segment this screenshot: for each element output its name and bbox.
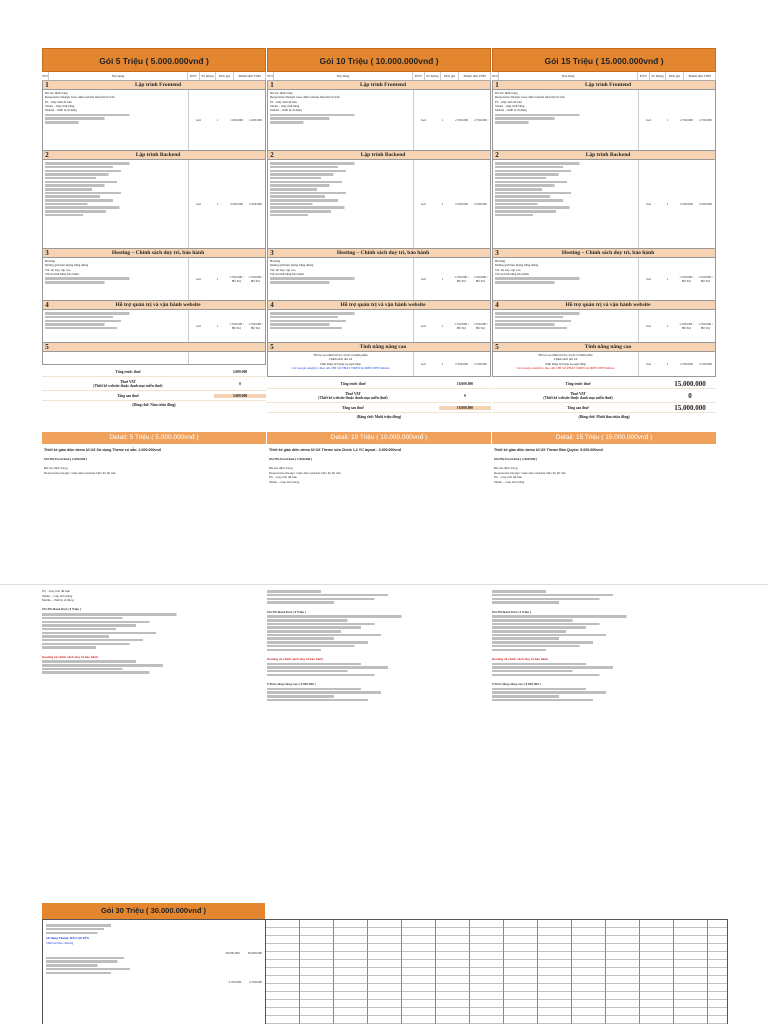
section-support: 4 Hỗ trợ quản trị và vận hành website Gói 1 1.700.000 / Hỗ Trợ 1.700.000 / Hỗ Trợ [42, 301, 266, 343]
package-15m: Gói 15 Triệu ( 15.000.000vnđ ) STT Nội dung ĐVT Số lượng Đơn giá Thành tiền VNĐ 1 Lập trình Frontend Đã xác định trang Responsive Design: Giao diện website hiển thị tốt trên PC , máy tính để bàn Tablet – máy tính bảng Mobile – thiết bị di động Gói 1 2.700.000 2.700.000 2 Lập trình Backend Gói 1 2.500.000 2.500.000 3 Hosting – Chính sách duy trì, bảo hành Hosting Không giới hạn lượng băng thông Tốc độ truy cập cao. Tối ưu tính năng bảo hành Gói 1 1.700.000 / Hỗ Trợ 1.700.000 / Hỗ Trợ 4 Hỗ trợ quản trị và vận hành website Gói 1 1.700.000 / Hỗ Trợ 1.700.000 / Hỗ Trợ 5 Tính năng nâng cao Hỗ trợ tạo nhiệt tối đa cư tới cá nhân phân Chính sách đổi trả Tính năng tích hợp Google Map Cài Google Analytics theo dõi CHỈ SỐ PHÁT TRIỂN & MIỄN PHÍ Website Gói 1 2.700.000 2.700.000 Tổng trước thuế 15.000.000 Thuế VAT (Thiết kế website thuộc danh mục miễn thuế) 0 Tổng sau thuế 15.000.000 (Bằng chữ: Mười lăm triệu đồng) [492, 48, 716, 421]
section-frontend: 1 Lập trình Frontend Đã xác định trang Responsive Design: Giao diện website hiển thị tốt trên PC , máy tính để bàn Tablet – máy tính bảng Mobile – thiết bị di động Gói 1 1.000.000 1.000.000 [42, 81, 266, 151]
summary: Tổng trước thuế 5.000.000 Thuế VAT (Thiết kế website thuộc danh mục miễn thuế) 0 Tổng sau thuế 5.000.000 (Bằng chữ: Năm triệu đồng) [42, 367, 266, 409]
section-backend: 2 Lập trình Backend Gói 1 2.500.000 2.500.000 [42, 151, 266, 249]
continuation-col-3: Chi Phí Back End ( 3 Triệu ) Hosting và chính sách duy trì bảo hành 5.Tính năng nâng cao ( 2.500.000 ) [492, 589, 716, 702]
quote-page-2 [0, 584, 768, 1024]
detail-10m: Detail: 10 Triệu ( 10.000.000vnđ ) Thiết kế giao diện demo UI UX Theme sửa Chính 1,2 YC layout : 3.000.000vnđ Chi Phí Front End ( 1.000.000 ) Đã xác định trang Responsive Design: Giao diện website hiển thị tốt trên PC , máy tính để bàn Tablet – máy tính bảng [267, 432, 491, 486]
package-title: Gói 5 Triệu ( 5.000.000vnđ ) [42, 48, 266, 72]
package-10m: Gói 10 Triệu ( 10.000.000vnđ ) STT Nội dung ĐVT Số lượng Đơn giá Thành tiền VNĐ 1 Lập trình Frontend Đã xác định trang Responsive Design: Giao diện website hiển thị tốt trên PC , máy tính để bàn Tablet – máy tính bảng Mobile – thiết bị di động Gói 1 2.700.000 2.700.000 2 Lập trình Backend Gói 1 2.500.000 2.500.000 3 Hosting – Chính sách duy trì, bảo hành Hosting Không giới hạn lượng băng thông Tốc độ truy cập cao. Tối ưu tính năng bảo hành Gói 1 1.700.000 / Hỗ Trợ 1.700.000 / Hỗ Trợ 4 Hỗ trợ quản trị và vận hành website Gói 1 1.700.000 / Hỗ Trợ 1.700.000 / Hỗ Trợ 5 Tính năng nâng cao Hỗ trợ tạo nhiệt tối đa cư tới cá nhân phân Chính sách đổi trả Tính năng tích hợp Google Map Cài Google Analytics theo dõi CHỈ SỐ PHÁT TRIỂN & MIỄN PHÍ Website Gói 1 2.700.000 2.700.000 Tổng trước thuế 10.000.000 Thuế VAT (Thiết kế website thuộc danh mục miễn thuế) 0 Tổng sau thuế 10.000.000 (Bằng chữ: Mười triệu đồng) [267, 48, 491, 421]
continuation-col-1: PC , máy tính để bàn Tablet – máy tính bảng Mobile – thiết bị di động Chi Phí Back End ( 3 Triệu ) Hosting và chính sách duy trì bảo hành [42, 589, 266, 675]
section-advanced: 5 [42, 343, 266, 365]
package-5m [42, 48, 266, 409]
section-hosting: 3 Hosting – Chính sách duy trì, bảo hành Hosting Không giới hạn lượng băng thông Tốc độ truy cập cao. Tối ưu tính năng bảo hành Gói 1 1.700.000 / Hỗ Trợ 1.700.000 / Hỗ Trợ [42, 249, 266, 301]
detail-15m: Detail: 15 Triệu ( 15.000.000vnđ ) Thiết kế giao diện demo UI UX Theme Bản Quyền: 5.000.000vnđ Chi Phí Front End ( 1.000.000 ) Đã xác định trang Responsive Design: Giao diện website hiển thị tốt trên PC , máy tính để bàn Tablet – máy tính bảng [492, 432, 716, 486]
package-30m: Gói 30 Triệu ( 30.000.000vnđ ) Sử Dụng Theme: BẢN QUYỀN Thiết kế theo chương 30.000.000 30.000.000 2.700.000 2.700.000 [42, 903, 728, 1024]
continuation-col-2: Chi Phí Back End ( 3 Triệu ) Hosting và chính sách duy trì bảo hành 5.Tính năng nâng cao ( 2.500.000 ) [267, 589, 491, 702]
table-header: STT Nội dung ĐVT Số lượng Đơn giá Thành tiền VNĐ [42, 72, 266, 81]
detail-5m: Detail: 5 Triệu ( 5.000.000vnđ ) Thiết kế giao diện demo UI UX Sử dụng Theme có sẵn: 2.000.000vnđ Chi Phí Front End ( 1.000.000 ) Đã xác định trang Responsive Design: Giao diện website hiển thị tốt trên [42, 432, 266, 476]
